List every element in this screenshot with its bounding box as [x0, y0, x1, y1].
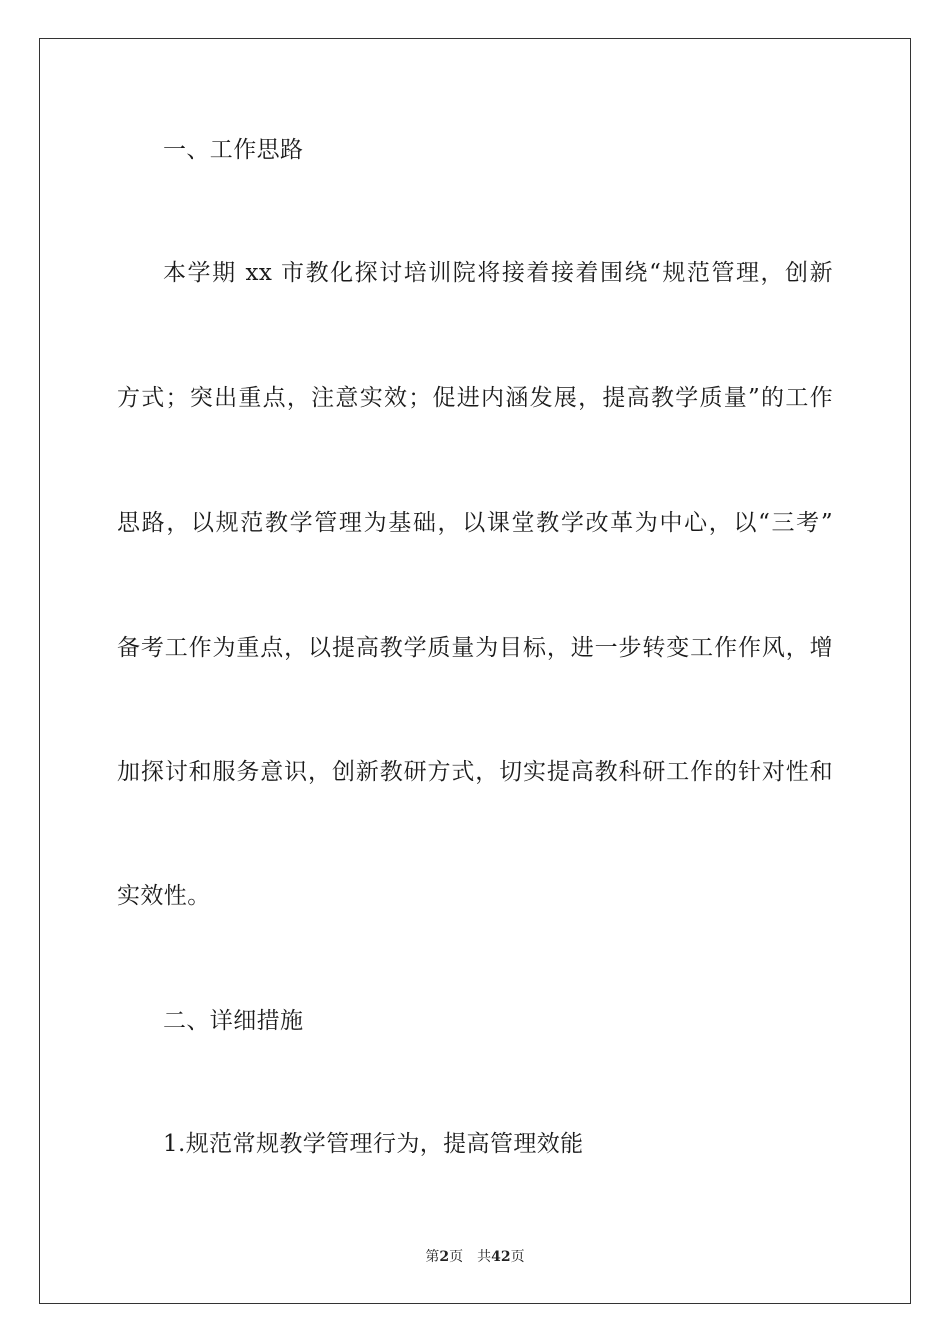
paragraph-line-3: 思路，以规范教学管理为基础，以课堂教学改革为中心，以“三考”	[117, 510, 833, 536]
footer-page-number: 2	[439, 1249, 450, 1265]
paragraph-line-2: 方式；突出重点，注意实效；促进内涵发展，提高教学质量”的工作	[117, 385, 833, 411]
section-heading-work-approach: 一、工作思路	[163, 137, 304, 163]
footer-total-prefix: 共	[477, 1249, 492, 1265]
list-item-1: 1.规范常规教学管理行为，提高管理效能	[163, 1131, 584, 1157]
paragraph-line-6: 实效性。	[117, 883, 211, 909]
page-border	[39, 38, 911, 1304]
paragraph-line-4: 备考工作为重点，以提高教学质量为目标，进一步转变工作作风，增	[117, 635, 833, 661]
paragraph-line-1: 本学期 xx 市教化探讨培训院将接着接着围绕“规范管理，创新	[163, 260, 833, 286]
page-footer	[0, 1248, 950, 1266]
footer-page-suffix: 页	[449, 1249, 464, 1265]
section-heading-measures: 二、详细措施	[163, 1008, 304, 1034]
footer-page-prefix: 第	[425, 1249, 440, 1265]
footer-total-suffix: 页	[510, 1249, 525, 1265]
footer-total-pages: 42	[491, 1249, 511, 1265]
paragraph-line-5: 加探讨和服务意识，创新教研方式，切实提高教科研工作的针对性和	[117, 759, 833, 785]
